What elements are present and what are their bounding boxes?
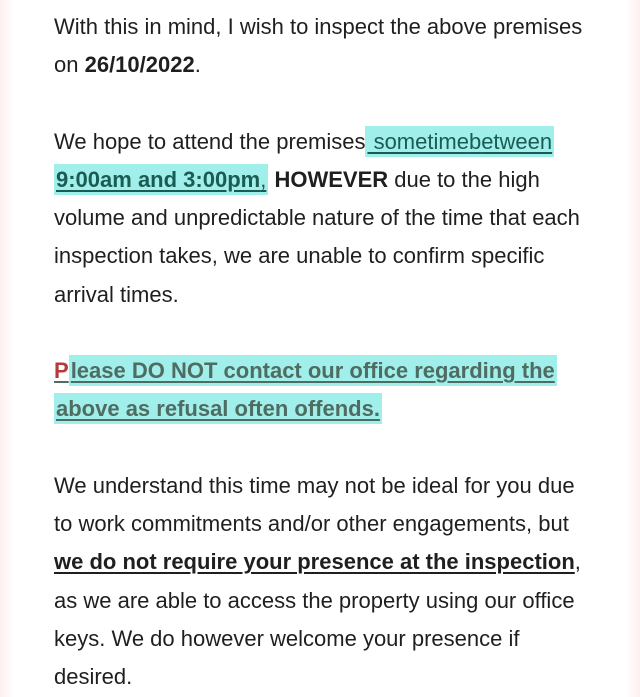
time-window-comma: , xyxy=(260,166,267,192)
inspection-intro-text: With this in mind, I wish to inspect the above premises on xyxy=(54,14,583,78)
time-window-between: etween xyxy=(481,128,553,154)
paragraph-gap xyxy=(54,85,594,123)
page-edge-right xyxy=(626,0,640,697)
warning-highlighted-text: lease DO NOT contact our office regarding the above as refusal often offends. xyxy=(54,355,557,424)
arrival-intro-text: We hope to attend the premises xyxy=(54,128,366,154)
time-window-between-first-letter: b xyxy=(468,128,482,154)
inspection-date-period: . xyxy=(194,52,201,78)
paragraph-gap xyxy=(54,314,594,352)
inspection-date: 26/10/2022 xyxy=(84,52,195,78)
paragraph-inspection-date xyxy=(54,8,594,85)
time-window-hours: 9:00am and 3:00pm xyxy=(56,166,261,192)
arrival-explanation-text: due to the high volume and unpredictable nature of the time that each inspection takes, we are unable to confirm specific arrival times. xyxy=(54,166,580,307)
warning-notice xyxy=(54,355,557,424)
however-emphasis: HOWEVER xyxy=(274,166,389,192)
time-window-sometime: sometime xyxy=(367,128,469,154)
presence-intro-text: We understand this time may not be ideal for you due to work commitments and/or other engagements, but xyxy=(54,472,575,536)
presence-not-required: we do not require your presence at the inspection xyxy=(54,549,575,575)
warning-first-letter: P xyxy=(54,358,69,384)
letter-body xyxy=(54,8,594,696)
paragraph-gap xyxy=(54,429,594,467)
paragraph-presence xyxy=(54,467,594,697)
presence-explanation-text: , as we are able to access the property using our office keys. We do however welcome your presence if desired. xyxy=(54,549,581,690)
paragraph-arrival-window xyxy=(54,123,594,314)
page-edge-left xyxy=(0,0,14,697)
paragraph-warning xyxy=(54,352,594,429)
